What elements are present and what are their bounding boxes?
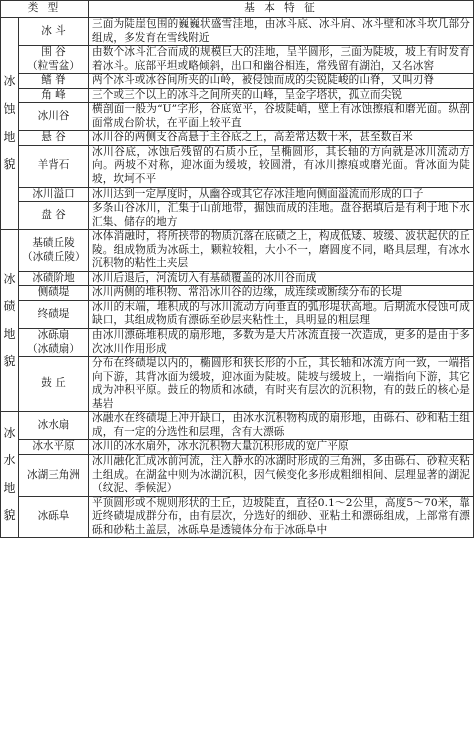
table-row	[1, 131, 474, 146]
table-row	[1, 187, 474, 202]
header-type: 类 型	[1, 1, 89, 18]
landform-description: 冰体消融时，将所挟带的物质沉落在底碛之上，构成低矮、坡缓、波状起伏的丘陵。组成物质为冰砾土，颗粒较粗，大小不一，磨圆度不同，略具层理，有冰水沉积物的粘性土夹层	[89, 230, 474, 272]
landform-name: 终碛堤	[19, 300, 89, 328]
table-row	[1, 145, 474, 187]
landform-description: 由冰川漂砾堆积成的扇形地，多数为是大片冰流直接一次造成，更多的是由于多次冰川作用形成	[89, 329, 474, 357]
landform-name: 冰砾扇	[37, 329, 70, 342]
landform-description: 三个或三个以上的冰斗之间所夹的山峰，呈金字塔状，孤立而尖锐	[89, 88, 474, 103]
table-row	[1, 230, 474, 272]
table-row	[1, 74, 474, 89]
landform-name: 盘 谷	[19, 202, 89, 230]
landform-name-cell	[19, 329, 89, 357]
landform-alt-name: （冰碛扇）	[27, 342, 80, 355]
landform-description: 横剖面一般为“U”字形，谷底宽平，谷坡陡峭，壁上有冰蚀擦痕和磨光面。纵剖面常成台阶状，在平面上较平直	[89, 103, 474, 131]
header-row	[1, 1, 474, 18]
landform-description: 冰融水在终碛堤上冲开缺口，由冰水沉积物构成的扇形地，由砾石、砂和粘土组成，有一定的分选性和层理，含有大漂砾	[89, 412, 474, 440]
landform-description: 多条山谷冰川，汇集于山前地带，掘蚀而成的洼地。盘谷据填后是有利于地下水汇集、储存的地方	[89, 202, 474, 230]
landform-name: 基碛丘陵	[32, 236, 75, 249]
table-row	[1, 271, 474, 286]
landform-name: 冰砾阜	[19, 496, 89, 538]
landform-description: 冰川达到一定厚度时，从幽谷或其它存冰洼地向侧面溢流而形成的口子	[89, 187, 474, 202]
landform-name: 鼓 丘	[19, 357, 89, 412]
table-row	[1, 357, 474, 412]
table-row	[1, 300, 474, 328]
table-row	[1, 46, 474, 74]
landform-description: 冰川的末端，堆积成的与冰川流动方向垂直的弧形堤状高地。后期流水侵蚀可成缺口，其组成物质有漂砾至砂层夹粘性土，具明显的粗层理	[89, 300, 474, 328]
landform-description: 冰川后退后，河流切入有基碛覆盖的冰川谷而成	[89, 271, 474, 286]
header-feature: 基 本 特 征	[89, 1, 474, 18]
table-row	[1, 286, 474, 301]
category-label: 冰蚀地貌	[3, 74, 16, 172]
landform-name: 冰川谷	[19, 103, 89, 131]
landform-name: 悬 谷	[19, 131, 89, 146]
table-row	[1, 454, 474, 496]
landform-name: 羊背石	[19, 145, 89, 187]
landform-description: 冰川两侧的堆积物、常沿冰川谷的边缘，成连续或断续分布的长堤	[89, 286, 474, 301]
landform-alt-name: （冰碛丘陵）	[22, 250, 86, 263]
category-label: 冰碛地貌	[3, 271, 16, 369]
table-row	[1, 329, 474, 357]
landform-description: 冰川融化汇成冰前河流，注入静水的冰湖时形成的三角洲，多由砾石、砂粒夹粘土组成。在湖盆中则为冰湖沉积，因气候变化多形成粗细相间、层理显著的湖泥（纹泥、季候泥）	[89, 454, 474, 496]
category-cell	[1, 18, 19, 230]
table-row	[1, 412, 474, 440]
landform-alt-name: （粒雪盆）	[27, 59, 80, 72]
landform-name: 冰湖三角洲	[19, 454, 89, 496]
landform-name: 冰水扇	[19, 412, 89, 440]
landform-name-cell	[19, 230, 89, 272]
landform-description: 由数个冰斗汇合而成的规模巨大的洼地，呈半圆形，三面为陡坡，坡上有时发育着冰斗。底部平坦或略倾斜，出口和幽谷相连，常残留有湖泊，又名冰窖	[89, 46, 474, 74]
landform-name: 冰 斗	[19, 18, 89, 46]
table-row	[1, 440, 474, 455]
landform-description: 分布在终碛堤以内的，椭圆形和狭长形的小丘，其长轴和冰流方向一致，一端指向下游，其背冰面为缓坡，迎冰面为陡坡。陡坡与缓坡上，一端指向下游，其它成为冲积平原。鼓丘的物质和冰碛，有时夹有层次的沉积物，有的鼓丘的核心是基岩	[89, 357, 474, 412]
landform-description: 两个冰斗或冰谷间所夹的山岭，被侵蚀而成的尖锐陡峻的山脊，又叫刃脊	[89, 74, 474, 89]
landform-description: 平顶圆形或不规则形状的土丘，边坡陡直，直径0.1～2公里，高度5～70米，靠近终碛堤成群分布，由有层次，分选好的细砂、亚粘土和漂砾组成，上部常有漂砾和砂粘土盖层，冰砾阜是透镜体分布于冰砾阜中	[89, 496, 474, 538]
table-row	[1, 496, 474, 538]
landform-name: 冰碛阶地	[19, 271, 89, 286]
landform-name-cell	[19, 46, 89, 74]
table-row	[1, 88, 474, 103]
category-label: 冰水地貌	[3, 425, 16, 523]
category-cell	[1, 412, 19, 538]
landform-description: 冰川谷底，冰蚀后残留的石质小丘，呈椭圆形，其长轴的方向就是冰川流动方向。两坡不对称，迎冰面为缓坡，较圆滑，有冰川擦痕或磨光面。背冰面为陡坡，坎坷不平	[89, 145, 474, 187]
category-cell	[1, 230, 19, 412]
landform-name: 冰川溢口	[19, 187, 89, 202]
landform-name: 角 峰	[19, 88, 89, 103]
landform-description: 冰川谷的两侧支谷高悬于主谷底之上，高差常达数十米，甚至数百米	[89, 131, 474, 146]
landform-name: 侧碛堤	[19, 286, 89, 301]
table-row	[1, 18, 474, 46]
landform-name: 围 谷	[41, 46, 66, 59]
table-row	[1, 202, 474, 230]
landform-description: 冰川的冰水扇外，冰水沉积物大量沉积形成的宽广平原	[89, 440, 474, 455]
table-row	[1, 103, 474, 131]
landform-name: 鳍 脊	[19, 74, 89, 89]
landform-description: 三面为陡崖包围的巍巍状盛雪洼地，由冰斗底、冰斗肩、冰斗壁和冰斗坎几部分组成，多发育在雪线附近	[89, 18, 474, 46]
landform-name: 冰水平原	[19, 440, 89, 455]
